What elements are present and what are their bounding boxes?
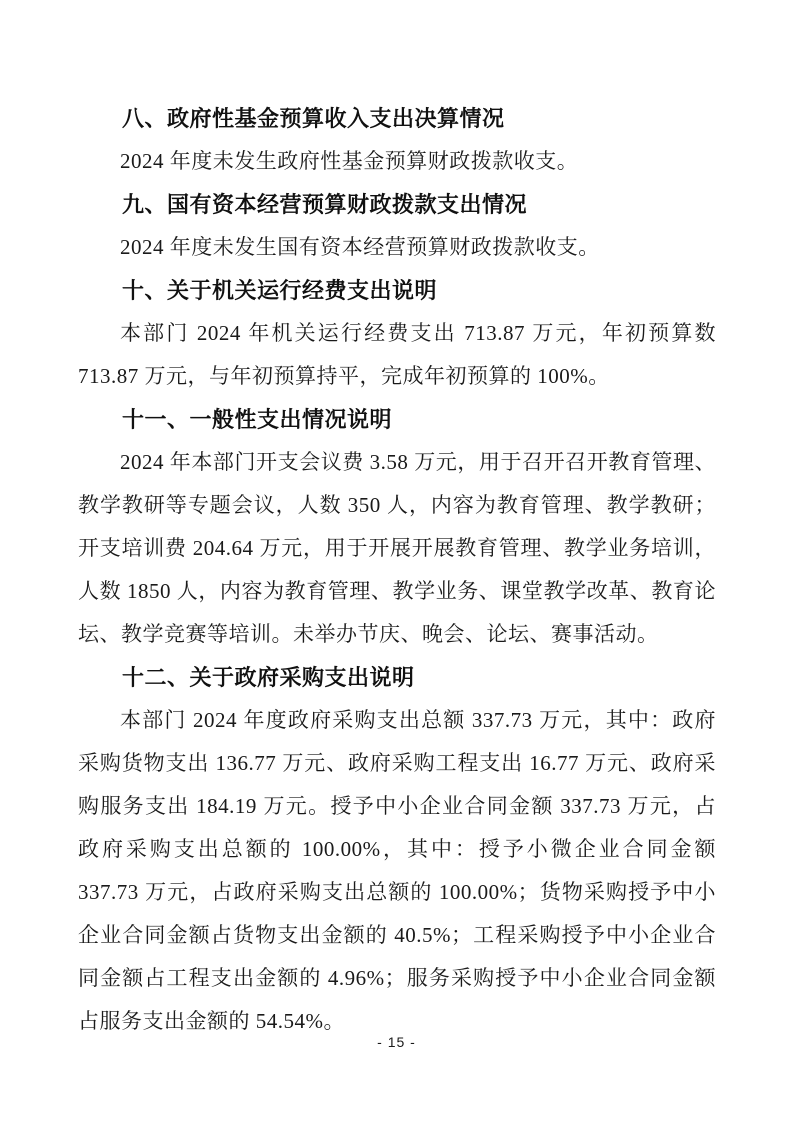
paragraph-general-expenditure: 2024 年本部门开支会议费 3.58 万元，用于召开召开教育管理、教学教研等专题会议，人数 350 人，内容为教育管理、教学教研；开支培训费 204.64 万元，用于开展开展教育管理、教学业务培训，人数 1850 人，内容为教育管理、教学业务、课堂教学改革、教育论坛、教学竞赛等培训。未举办节庆、晚会、论坛、赛事活动。 xyxy=(78,450,716,646)
paragraph-state-capital-budget: 2024 年度未发生国有资本经营预算财政拨款收支。 xyxy=(120,235,600,259)
paragraph-gov-procurement: 本部门 2024 年度政府采购支出总额 337.73 万元，其中：政府采购货物支出 136.77 万元、政府采购工程支出 16.77 万元、政府采购服务支出 184.19 万元。授予中小企业合同金额 337.73 万元，占政府采购支出总额的 100.00%，其中：授予小微企业合同金额 337.73 万元，占政府采购支出总额的 100.00%；货物采购授予中小企业合同金额占货物支出金额的 40.5%；工程采购授予中小企业合同金额占工程支出金额的 4.96%；服务采购授予中小企业合同金额占服务支出金额的 54.54%。 xyxy=(78,708,716,1033)
paragraph-gov-fund-budget: 2024 年度未发生政府性基金预算财政拨款收支。 xyxy=(120,149,579,173)
heading-section-12-gov-procurement: 十二、关于政府采购支出说明 xyxy=(122,665,415,690)
heading-section-9-state-capital-budget: 九、国有资本经营预算财政拨款支出情况 xyxy=(122,192,528,217)
heading-section-11-general-expenditure: 十一、一般性支出情况说明 xyxy=(122,407,393,432)
paragraph-operating-expense: 本部门 2024 年机关运行经费支出 713.87 万元，年初预算数 713.87 万元，与年初预算持平，完成年初预算的 100%。 xyxy=(78,321,716,388)
heading-section-10-operating-expense: 十、关于机关运行经费支出说明 xyxy=(122,278,438,303)
heading-section-8-gov-fund-budget: 八、政府性基金预算收入支出决算情况 xyxy=(122,106,505,131)
page-number: - 15 - xyxy=(377,1034,416,1050)
